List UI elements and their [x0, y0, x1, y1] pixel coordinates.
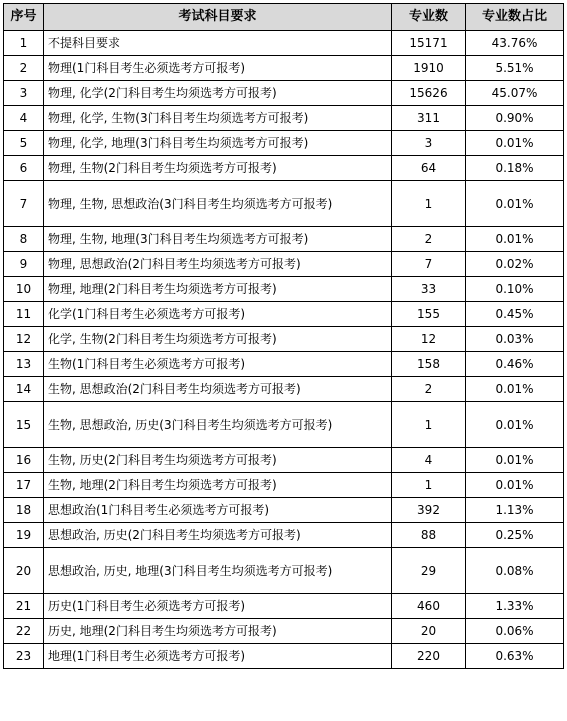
row-count-cell: 158	[392, 352, 466, 377]
table-row	[4, 498, 564, 523]
table-row	[4, 31, 564, 56]
header-count: 专业数	[392, 4, 466, 31]
table-row	[4, 302, 564, 327]
row-count-cell: 1910	[392, 56, 466, 81]
row-count-cell: 29	[392, 548, 466, 594]
table-row	[4, 156, 564, 181]
row-count-cell: 3	[392, 131, 466, 156]
row-percentage-cell: 0.06%	[466, 619, 564, 644]
table-row	[4, 277, 564, 302]
row-percentage-cell: 45.07%	[466, 81, 564, 106]
row-count-cell: 64	[392, 156, 466, 181]
row-index-cell: 4	[4, 106, 44, 131]
row-count-cell: 20	[392, 619, 466, 644]
header-percentage: 专业数占比	[466, 4, 564, 31]
table-row	[4, 56, 564, 81]
row-requirement-cell: 物理, 生物, 地理(3门科目考生均须选考方可报考)	[44, 227, 392, 252]
row-requirement-cell: 物理, 化学(2门科目考生均须选考方可报考)	[44, 81, 392, 106]
table-row	[4, 644, 564, 669]
row-requirement-cell: 物理, 生物(2门科目考生均须选考方可报考)	[44, 156, 392, 181]
row-percentage-cell: 0.03%	[466, 327, 564, 352]
table-row	[4, 252, 564, 277]
row-percentage-cell: 0.01%	[466, 181, 564, 227]
row-requirement-cell: 物理, 地理(2门科目考生均须选考方可报考)	[44, 277, 392, 302]
row-requirement-cell: 地理(1门科目考生必须选考方可报考)	[44, 644, 392, 669]
row-requirement-cell: 生物(1门科目考生必须选考方可报考)	[44, 352, 392, 377]
row-count-cell: 220	[392, 644, 466, 669]
row-index-cell: 21	[4, 594, 44, 619]
header-index: 序号	[4, 4, 44, 31]
row-count-cell: 4	[392, 448, 466, 473]
row-count-cell: 33	[392, 277, 466, 302]
row-index-cell: 11	[4, 302, 44, 327]
row-percentage-cell: 0.08%	[466, 548, 564, 594]
row-count-cell: 1	[392, 181, 466, 227]
table-row	[4, 548, 564, 594]
row-count-cell: 392	[392, 498, 466, 523]
row-percentage-cell: 0.90%	[466, 106, 564, 131]
table-row	[4, 81, 564, 106]
row-percentage-cell: 0.01%	[466, 377, 564, 402]
row-percentage-cell: 0.63%	[466, 644, 564, 669]
table-row	[4, 327, 564, 352]
row-requirement-cell: 思想政治, 历史, 地理(3门科目考生均须选考方可报考)	[44, 548, 392, 594]
table-row	[4, 448, 564, 473]
row-percentage-cell: 0.25%	[466, 523, 564, 548]
row-percentage-cell: 0.10%	[466, 277, 564, 302]
row-percentage-cell: 1.13%	[466, 498, 564, 523]
row-count-cell: 88	[392, 523, 466, 548]
row-requirement-cell: 物理(1门科目考生必须选考方可报考)	[44, 56, 392, 81]
row-percentage-cell: 0.02%	[466, 252, 564, 277]
row-percentage-cell: 0.01%	[466, 131, 564, 156]
row-requirement-cell: 物理, 生物, 思想政治(3门科目考生均须选考方可报考)	[44, 181, 392, 227]
table-row	[4, 523, 564, 548]
row-count-cell: 460	[392, 594, 466, 619]
row-count-cell: 1	[392, 402, 466, 448]
row-count-cell: 311	[392, 106, 466, 131]
row-requirement-cell: 生物, 思想政治, 历史(3门科目考生均须选考方可报考)	[44, 402, 392, 448]
row-requirement-cell: 历史(1门科目考生必须选考方可报考)	[44, 594, 392, 619]
row-requirement-cell: 不提科目要求	[44, 31, 392, 56]
row-index-cell: 1	[4, 31, 44, 56]
row-requirement-cell: 物理, 思想政治(2门科目考生均须选考方可报考)	[44, 252, 392, 277]
row-count-cell: 12	[392, 327, 466, 352]
row-count-cell: 2	[392, 227, 466, 252]
row-requirement-cell: 思想政治(1门科目考生必须选考方可报考)	[44, 498, 392, 523]
row-percentage-cell: 0.01%	[466, 402, 564, 448]
row-index-cell: 13	[4, 352, 44, 377]
table-row	[4, 106, 564, 131]
row-count-cell: 155	[392, 302, 466, 327]
subject-requirements-table	[3, 3, 564, 669]
table-row	[4, 181, 564, 227]
row-index-cell: 9	[4, 252, 44, 277]
row-count-cell: 2	[392, 377, 466, 402]
row-requirement-cell: 生物, 思想政治(2门科目考生均须选考方可报考)	[44, 377, 392, 402]
row-index-cell: 14	[4, 377, 44, 402]
row-index-cell: 12	[4, 327, 44, 352]
table-row	[4, 619, 564, 644]
row-index-cell: 15	[4, 402, 44, 448]
row-percentage-cell: 5.51%	[466, 56, 564, 81]
table-row	[4, 594, 564, 619]
row-percentage-cell: 0.18%	[466, 156, 564, 181]
table-body	[4, 31, 564, 669]
row-percentage-cell: 0.46%	[466, 352, 564, 377]
header-row	[4, 4, 564, 31]
row-count-cell: 1	[392, 473, 466, 498]
row-index-cell: 17	[4, 473, 44, 498]
row-index-cell: 10	[4, 277, 44, 302]
row-percentage-cell: 0.01%	[466, 448, 564, 473]
row-requirement-cell: 思想政治, 历史(2门科目考生均须选考方可报考)	[44, 523, 392, 548]
row-count-cell: 15171	[392, 31, 466, 56]
row-percentage-cell: 0.45%	[466, 302, 564, 327]
row-percentage-cell: 0.01%	[466, 227, 564, 252]
table-row	[4, 473, 564, 498]
table-row	[4, 131, 564, 156]
table-row	[4, 377, 564, 402]
row-index-cell: 3	[4, 81, 44, 106]
row-percentage-cell: 1.33%	[466, 594, 564, 619]
row-requirement-cell: 物理, 化学, 生物(3门科目考生均须选考方可报考)	[44, 106, 392, 131]
row-index-cell: 2	[4, 56, 44, 81]
row-requirement-cell: 化学, 生物(2门科目考生均须选考方可报考)	[44, 327, 392, 352]
row-percentage-cell: 0.01%	[466, 473, 564, 498]
row-index-cell: 22	[4, 619, 44, 644]
row-index-cell: 5	[4, 131, 44, 156]
header-requirement: 考试科目要求	[44, 4, 392, 31]
row-index-cell: 20	[4, 548, 44, 594]
row-requirement-cell: 历史, 地理(2门科目考生均须选考方可报考)	[44, 619, 392, 644]
row-index-cell: 23	[4, 644, 44, 669]
row-index-cell: 16	[4, 448, 44, 473]
row-index-cell: 18	[4, 498, 44, 523]
row-index-cell: 19	[4, 523, 44, 548]
table-row	[4, 352, 564, 377]
row-index-cell: 6	[4, 156, 44, 181]
table-row	[4, 402, 564, 448]
row-requirement-cell: 化学(1门科目考生必须选考方可报考)	[44, 302, 392, 327]
row-index-cell: 7	[4, 181, 44, 227]
row-count-cell: 15626	[392, 81, 466, 106]
row-requirement-cell: 生物, 历史(2门科目考生均须选考方可报考)	[44, 448, 392, 473]
row-requirement-cell: 物理, 化学, 地理(3门科目考生均须选考方可报考)	[44, 131, 392, 156]
row-percentage-cell: 43.76%	[466, 31, 564, 56]
row-requirement-cell: 生物, 地理(2门科目考生均须选考方可报考)	[44, 473, 392, 498]
row-index-cell: 8	[4, 227, 44, 252]
table-row	[4, 227, 564, 252]
row-count-cell: 7	[392, 252, 466, 277]
